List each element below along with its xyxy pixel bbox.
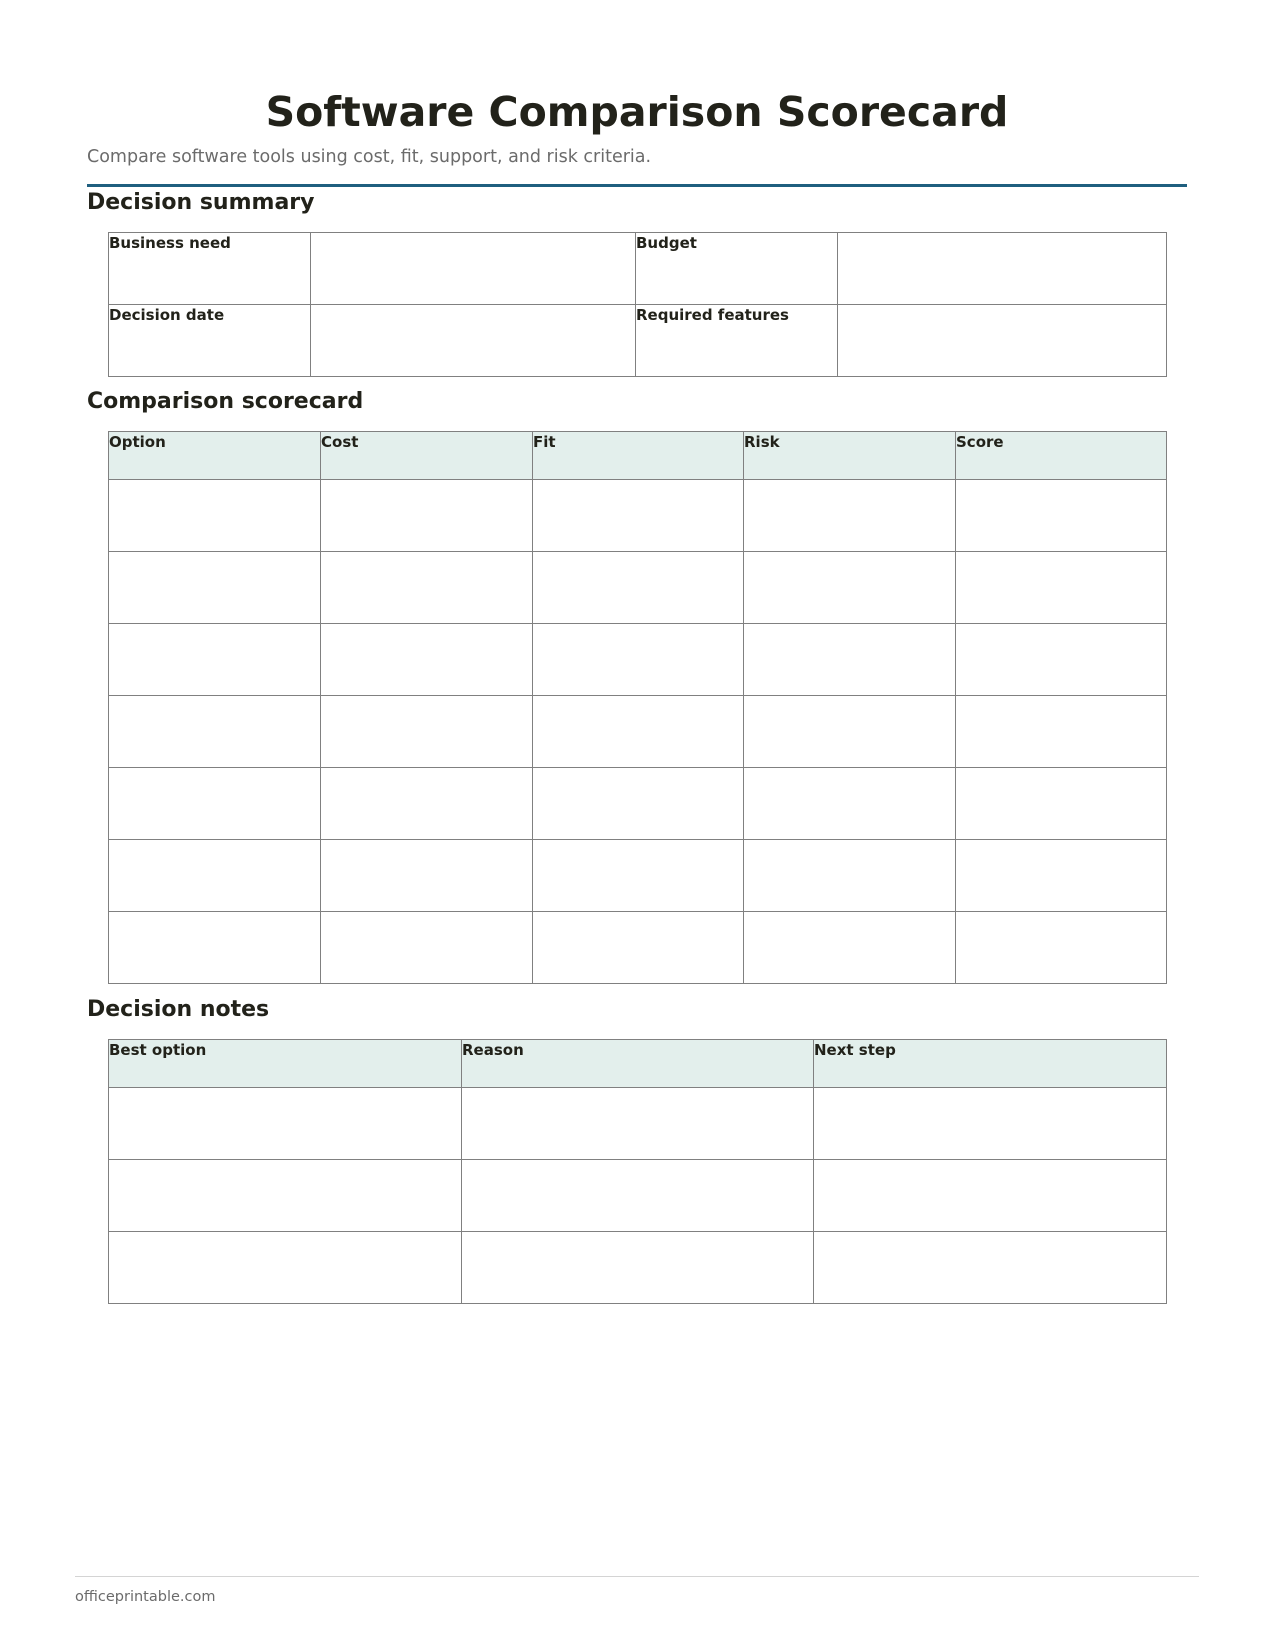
decision-summary-table (108, 232, 1167, 377)
table-cell[interactable] (109, 552, 321, 624)
table-cell[interactable] (462, 1160, 814, 1232)
table-cell[interactable] (109, 912, 321, 984)
table-cell[interactable] (533, 768, 744, 840)
summary-row (109, 233, 1167, 305)
table-row (109, 912, 1167, 984)
column-header-cost: Cost (321, 432, 533, 480)
table-cell[interactable] (109, 696, 321, 768)
decision-summary-heading: Decision summary (87, 190, 315, 215)
table-cell[interactable] (744, 768, 956, 840)
table-cell[interactable] (533, 624, 744, 696)
table-cell[interactable] (109, 480, 321, 552)
table-cell[interactable] (956, 768, 1167, 840)
table-cell[interactable] (744, 840, 956, 912)
title-divider (87, 184, 1187, 187)
table-cell[interactable] (321, 840, 533, 912)
required-features-label: Required features (636, 305, 838, 377)
table-row (109, 1160, 1167, 1232)
business-need-field[interactable] (311, 233, 636, 305)
comparison-scorecard-table (108, 431, 1167, 984)
table-cell[interactable] (956, 624, 1167, 696)
table-row (109, 552, 1167, 624)
column-header-reason: Reason (462, 1040, 814, 1088)
footer-divider (75, 1576, 1199, 1577)
table-cell[interactable] (109, 1232, 462, 1304)
table-cell[interactable] (744, 912, 956, 984)
decision-date-label: Decision date (109, 305, 311, 377)
table-cell[interactable] (321, 624, 533, 696)
table-cell[interactable] (744, 552, 956, 624)
budget-label: Budget (636, 233, 838, 305)
table-header-row (109, 1040, 1167, 1088)
table-cell[interactable] (109, 768, 321, 840)
page-subtitle: Compare software tools using cost, fit, support, and risk criteria. (87, 147, 652, 167)
decision-notes-heading: Decision notes (87, 997, 270, 1022)
table-row (109, 624, 1167, 696)
table-row (109, 768, 1167, 840)
decision-notes-table (108, 1039, 1167, 1304)
table-cell[interactable] (109, 840, 321, 912)
table-cell[interactable] (462, 1232, 814, 1304)
table-cell[interactable] (744, 696, 956, 768)
table-row (109, 696, 1167, 768)
table-cell[interactable] (533, 696, 744, 768)
footer-site-name: officeprintable.com (75, 1589, 216, 1605)
column-header-option: Option (109, 432, 321, 480)
table-cell[interactable] (814, 1232, 1167, 1304)
table-cell[interactable] (814, 1160, 1167, 1232)
table-row (109, 840, 1167, 912)
decision-date-field[interactable] (311, 305, 636, 377)
table-cell[interactable] (533, 840, 744, 912)
page-title: Software Comparison Scorecard (265, 88, 1009, 136)
table-header-row (109, 432, 1167, 480)
comparison-scorecard-heading: Comparison scorecard (87, 389, 364, 414)
column-header-best-option: Best option (109, 1040, 462, 1088)
table-cell[interactable] (109, 624, 321, 696)
table-cell[interactable] (956, 552, 1167, 624)
business-need-label: Business need (109, 233, 311, 305)
table-row (109, 1088, 1167, 1160)
table-cell[interactable] (321, 552, 533, 624)
table-cell[interactable] (744, 624, 956, 696)
table-cell[interactable] (533, 480, 744, 552)
table-cell[interactable] (744, 480, 956, 552)
table-cell[interactable] (956, 840, 1167, 912)
summary-row (109, 305, 1167, 377)
table-cell[interactable] (109, 1088, 462, 1160)
table-cell[interactable] (956, 696, 1167, 768)
table-cell[interactable] (956, 480, 1167, 552)
table-cell[interactable] (109, 1160, 462, 1232)
budget-field[interactable] (838, 233, 1167, 305)
table-cell[interactable] (321, 768, 533, 840)
required-features-field[interactable] (838, 305, 1167, 377)
column-header-score: Score (956, 432, 1167, 480)
table-cell[interactable] (814, 1088, 1167, 1160)
table-cell[interactable] (533, 552, 744, 624)
table-cell[interactable] (956, 912, 1167, 984)
table-cell[interactable] (321, 912, 533, 984)
column-header-next-step: Next step (814, 1040, 1167, 1088)
table-cell[interactable] (321, 480, 533, 552)
table-cell[interactable] (321, 696, 533, 768)
table-cell[interactable] (533, 912, 744, 984)
column-header-risk: Risk (744, 432, 956, 480)
table-cell[interactable] (462, 1088, 814, 1160)
column-header-fit: Fit (533, 432, 744, 480)
table-row (109, 480, 1167, 552)
table-row (109, 1232, 1167, 1304)
